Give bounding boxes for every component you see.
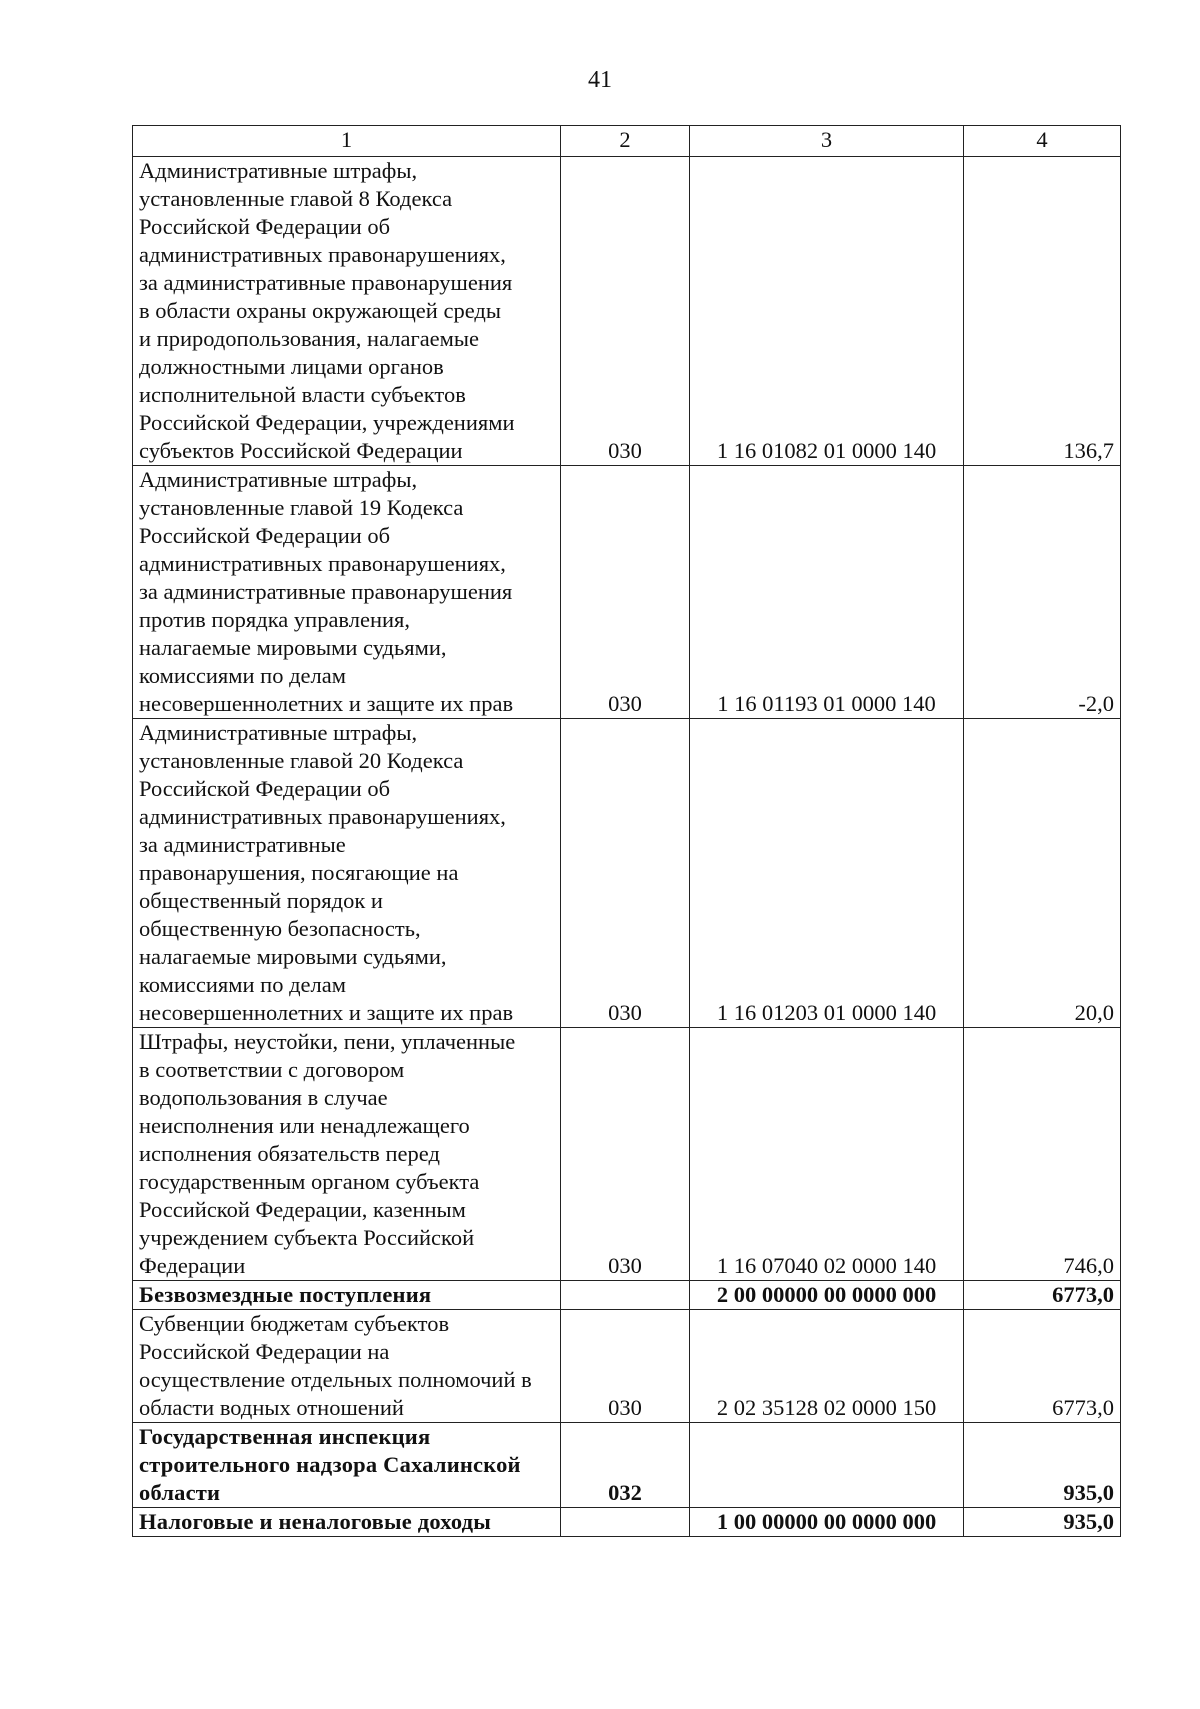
table-row <box>133 1310 1121 1423</box>
description-line: установленные главой 20 Кодекса <box>139 748 464 773</box>
revenue-description <box>133 1310 561 1423</box>
amount-value: 746,0 <box>964 1028 1121 1281</box>
description-line: Субвенции бюджетам субъектов <box>139 1311 450 1336</box>
description-line: Административные штрафы, <box>139 720 418 745</box>
description-line: Административные штрафы, <box>139 158 418 183</box>
description-line: правонарушения, посягающие на <box>139 860 459 885</box>
amount-value: -2,0 <box>964 466 1121 719</box>
description-line: Российской Федерации на <box>139 1339 390 1364</box>
description-line: за административные правонарушения <box>139 270 513 295</box>
budget-classification-code: 1 16 01193 01 0000 140 <box>690 466 964 719</box>
description-line: осуществление отдельных полномочий в <box>139 1367 532 1392</box>
budget-classification-code: 2 00 00000 00 0000 000 <box>690 1281 964 1310</box>
description-line: Государственная инспекция <box>139 1424 431 1449</box>
description-line: учреждением субъекта Российской <box>139 1225 475 1250</box>
revenue-description <box>133 1508 561 1537</box>
description-line: административных правонарушениях, <box>139 804 506 829</box>
page-number: 41 <box>588 67 612 93</box>
amount-value: 20,0 <box>964 719 1121 1028</box>
description-line: Штрафы, неустойки, пени, уплаченные <box>139 1029 516 1054</box>
revenue-description <box>133 466 561 719</box>
amount-value: 6773,0 <box>964 1310 1121 1423</box>
administrator-code: 032 <box>561 1423 690 1508</box>
column-number-row <box>133 126 1121 157</box>
description-line: установленные главой 8 Кодекса <box>139 186 453 211</box>
column-header-2: 2 <box>561 126 690 157</box>
description-line: общественный порядок и <box>139 888 383 913</box>
budget-classification-code: 1 00 00000 00 0000 000 <box>690 1508 964 1537</box>
description-line: Российской Федерации об <box>139 523 391 548</box>
description-line: и природопользования, налагаемые <box>139 326 480 351</box>
administrator-code <box>561 1281 690 1310</box>
description-line: строительного надзора Сахалинской <box>139 1452 521 1477</box>
amount-value: 6773,0 <box>964 1281 1121 1310</box>
description-line: административных правонарушениях, <box>139 242 506 267</box>
description-line: за административные <box>139 832 346 857</box>
description-line: субъектов Российской Федерации <box>139 438 463 463</box>
column-header-4: 4 <box>964 126 1121 157</box>
administrator-code: 030 <box>561 466 690 719</box>
description-line: в области охраны окружающей среды <box>139 298 501 323</box>
revenue-description <box>133 157 561 466</box>
table-row <box>133 1028 1121 1281</box>
description-line: за административные правонарушения <box>139 579 513 604</box>
description-line: исполнительной власти субъектов <box>139 382 466 407</box>
description-line: установленные главой 19 Кодекса <box>139 495 464 520</box>
description-line: против порядка управления, <box>139 607 411 632</box>
budget-classification-code: 1 16 01203 01 0000 140 <box>690 719 964 1028</box>
description-line: комиссиями по делам <box>139 972 346 997</box>
description-line: Российской Федерации, учреждениями <box>139 410 515 435</box>
description-line: области <box>139 1480 221 1505</box>
amount-value: 935,0 <box>964 1423 1121 1508</box>
description-line: административных правонарушениях, <box>139 551 506 576</box>
table-row <box>133 466 1121 719</box>
administrator-code: 030 <box>561 1028 690 1281</box>
description-line: водопользования в случае <box>139 1085 388 1110</box>
table-row <box>133 1423 1121 1508</box>
description-line: Российской Федерации, казенным <box>139 1197 466 1222</box>
administrator-code <box>561 1508 690 1537</box>
table-row <box>133 157 1121 466</box>
revenue-description <box>133 719 561 1028</box>
amount-value: 136,7 <box>964 157 1121 466</box>
administrator-code: 030 <box>561 1310 690 1423</box>
budget-classification-code: 1 16 01082 01 0000 140 <box>690 157 964 466</box>
description-line: комиссиями по делам <box>139 663 346 688</box>
column-header-3: 3 <box>690 126 964 157</box>
description-line: несовершеннолетних и защите их прав <box>139 691 514 716</box>
description-line: Административные штрафы, <box>139 467 418 492</box>
table-row <box>133 1508 1121 1537</box>
revenue-description <box>133 1281 561 1310</box>
column-header-1: 1 <box>133 126 561 157</box>
description-line: налагаемые мировыми судьями, <box>139 635 447 660</box>
description-line: области водных отношений <box>139 1395 404 1420</box>
description-line: несовершеннолетних и защите их прав <box>139 1000 514 1025</box>
budget-revenue-table <box>132 125 1121 1537</box>
description-line: должностными лицами органов <box>139 354 444 379</box>
budget-classification-code: 2 02 35128 02 0000 150 <box>690 1310 964 1423</box>
budget-classification-code: 1 16 07040 02 0000 140 <box>690 1028 964 1281</box>
description-line: Федерации <box>139 1253 246 1278</box>
description-line: общественную безопасность, <box>139 916 421 941</box>
description-line: Безвозмездные поступления <box>139 1282 432 1307</box>
description-line: налагаемые мировыми судьями, <box>139 944 447 969</box>
administrator-code: 030 <box>561 719 690 1028</box>
description-line: в соответствии с договором <box>139 1057 405 1082</box>
description-line: государственным органом субъекта <box>139 1169 480 1194</box>
table-row <box>133 1281 1121 1310</box>
administrator-code: 030 <box>561 157 690 466</box>
revenue-description <box>133 1423 561 1508</box>
budget-classification-code <box>690 1423 964 1508</box>
description-line: исполнения обязательств перед <box>139 1141 440 1166</box>
amount-value: 935,0 <box>964 1508 1121 1537</box>
table-row <box>133 719 1121 1028</box>
revenue-description <box>133 1028 561 1281</box>
description-line: неисполнения или ненадлежащего <box>139 1113 470 1138</box>
description-line: Российской Федерации об <box>139 214 391 239</box>
description-line: Российской Федерации об <box>139 776 391 801</box>
description-line: Налоговые и неналоговые доходы <box>139 1509 492 1534</box>
